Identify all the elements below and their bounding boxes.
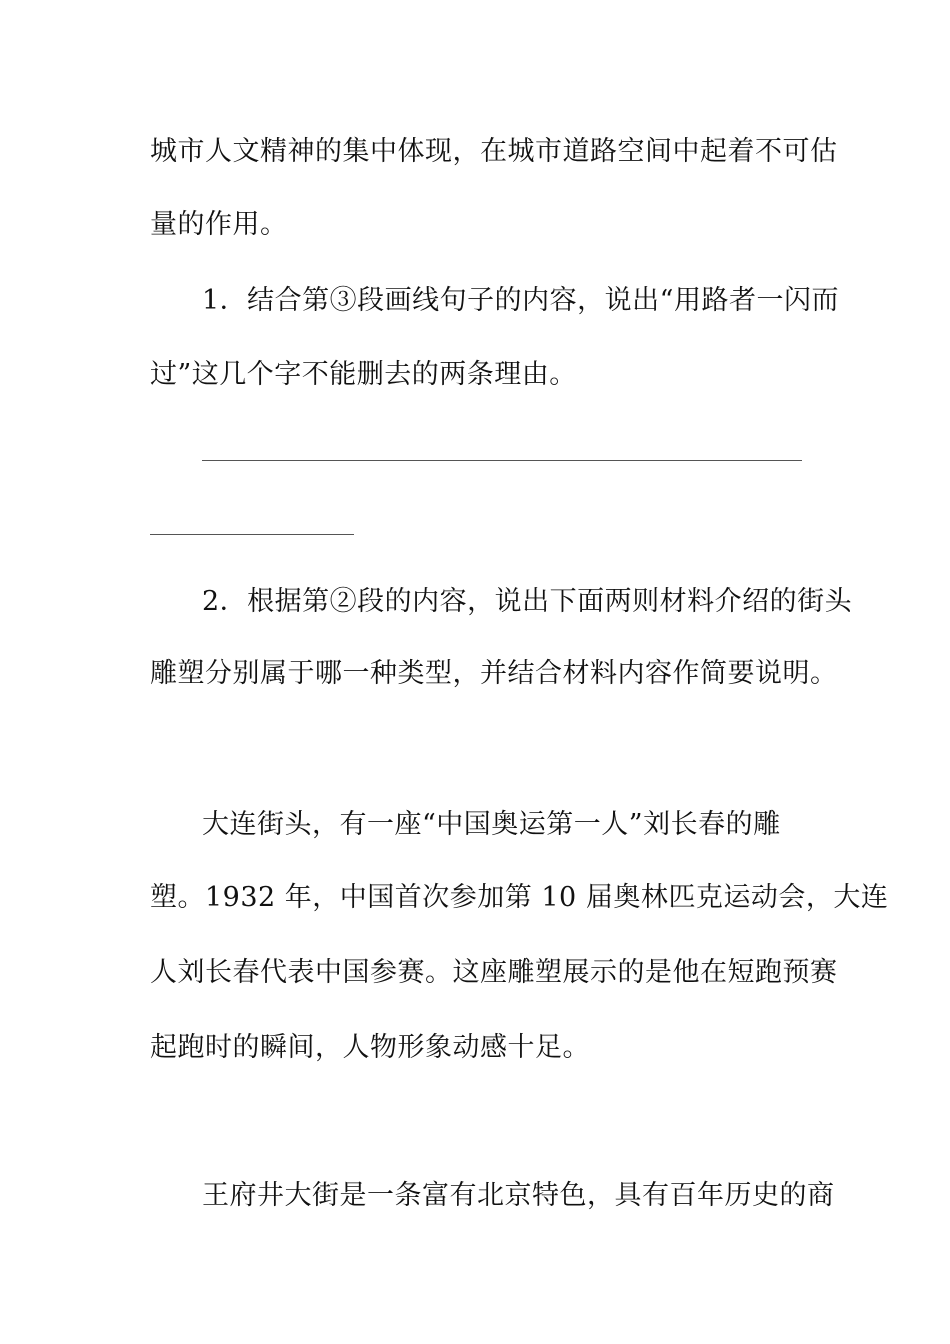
question-2-line: 2．根据第②段的内容，说出下面两则材料介绍的街头	[202, 586, 853, 617]
material-1-line: 起跑时的瞬间，人物形象动感十足。	[150, 1032, 590, 1063]
material-2-line: 王府井大街是一条富有北京特色，具有百年历史的商	[202, 1180, 835, 1211]
question-2-line: 雕塑分别属于哪一种类型，并结合材料内容作简要说明。	[150, 658, 838, 689]
answer-blank-line	[150, 534, 354, 535]
answer-blank-line	[202, 460, 802, 461]
material-1-line: 人刘长春代表中国参赛。这座雕塑展示的是他在短跑预赛	[150, 957, 838, 988]
question-1-line: 过”这几个字不能删去的两条理由。	[150, 359, 577, 390]
question-1-line: 1．结合第③段画线句子的内容，说出“用路者一闪而	[202, 285, 839, 316]
paragraph-line: 量的作用。	[150, 209, 288, 240]
material-1-line: 塑。1932 年，中国首次参加第 10 届奥林匹克运动会，大连	[150, 882, 889, 913]
material-1-line: 大连街头，有一座“中国奥运第一人”刘长春的雕	[202, 809, 781, 840]
paragraph-line: 城市人文精神的集中体现，在城市道路空间中起着不可估	[150, 136, 838, 167]
